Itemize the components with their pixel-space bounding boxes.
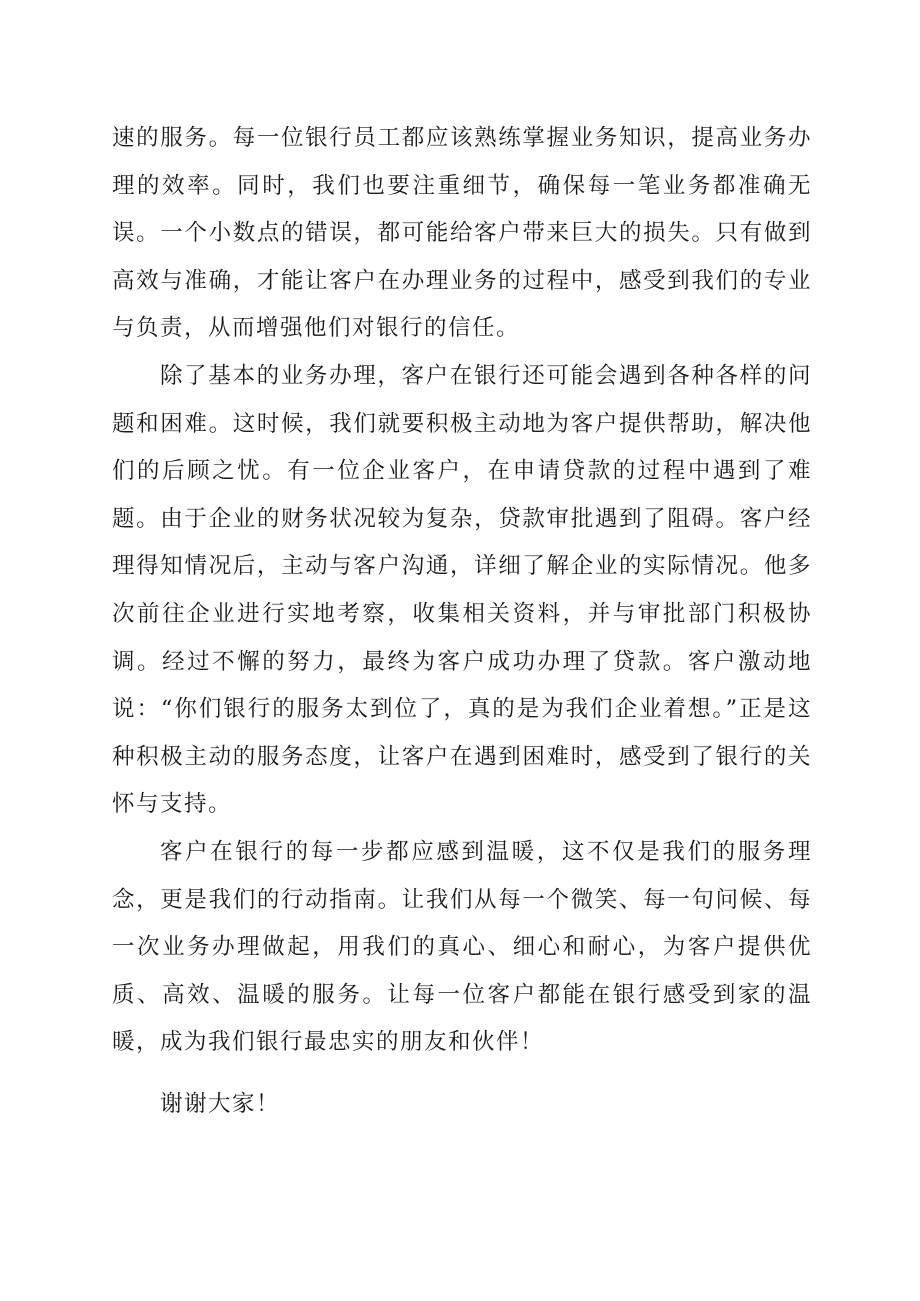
paragraph-continuation: 速的服务。每一位银行员工都应该熟练掌握业务知识，提高业务办理的效率。同时，我们也要注重细节，确保每一笔业务都准确无误。一个小数点的错误，都可能给客户带来巨大的损失。只有做到高效与准确，才能让客户在办理业务的过程中，感受到我们的专业与负责，从而增强他们对银行的信任。 <box>112 125 812 342</box>
closing-thanks: 谢谢大家！ <box>160 1090 281 1117</box>
paragraph-problem-solving: 除了基本的业务办理，客户在银行还可能会遇到各种各样的问题和困难。这时候，我们就要积极主动地为客户提供帮助，解决他们的后顾之忧。有一位企业客户，在申请贷款的过程中遇到了难题。由于企业的财务状况较为复杂，贷款审批遇到了阻碍。客户经理得知情况后，主动与客户沟通，详细了解企业的实际情况。他多次前往企业进行实地考察，收集相关资料，并与审批部门积极协调。经过不懈的努力，最终为客户成功办理了贷款。客户激动地说：“你们银行的服务太到位了，真的是为我们企业着想。”正是这种积极主动的服务态度，让客户在遇到困难时，感受到了银行的关怀与支持。 <box>112 362 812 818</box>
document-body <box>112 115 812 1128</box>
paragraph-service-philosophy: 客户在银行的每一步都应感到温暖，这不仅是我们的服务理念，更是我们的行动指南。让我们从每一个微笑、每一句问候、每一次业务办理做起，用我们的真心、细心和耐心，为客户提供优质、高效、温暖的服务。让每一位客户都能在银行感受到家的温暖，成为我们银行最忠实的朋友和伙伴！ <box>112 838 812 1056</box>
